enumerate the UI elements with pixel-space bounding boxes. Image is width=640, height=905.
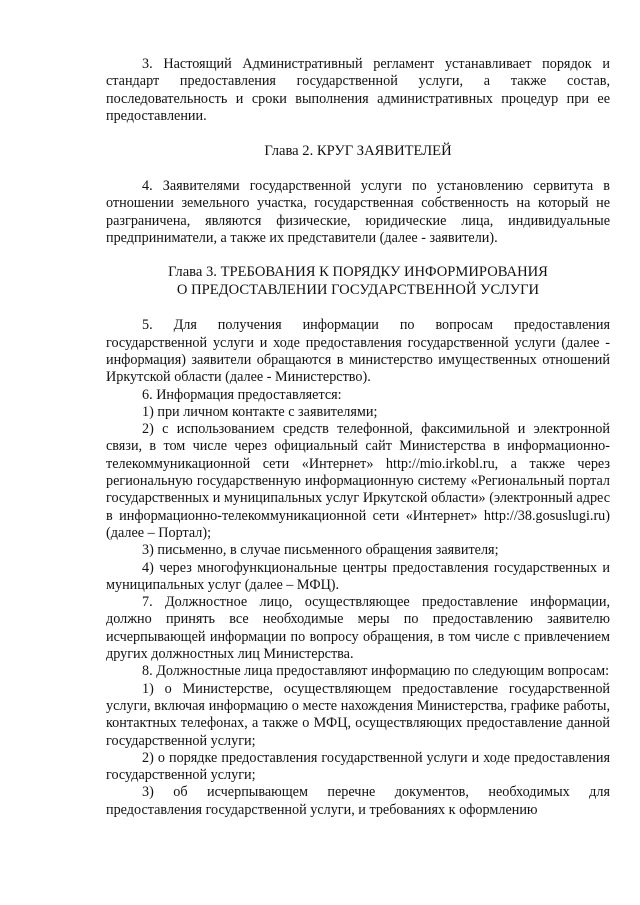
paragraph-6-item-4: 4) через многофункциональные центры предоставления государственных и муниципальных услуг (далее – МФЦ). [106,559,610,593]
paragraph-6-item-1: 1) при личном контакте с заявителями; [142,403,378,420]
paragraph-8-item-3: 3) об исчерпывающем перечне документов, необходимых для предоставления государственной услуги, и требованиях к оформлению [106,784,610,818]
paragraph-4: 4. Заявителями государственной услуги по установлению сервитута в отношении земельного участка, государственная собственность на который не разграничена, являются физические, юридические лица, индивидуальные предприниматели, а также их представители (далее - заявители). [106,178,610,247]
paragraph-8: 8. Должностные лица предоставляют информацию по следующим вопросам: [142,663,610,680]
document-page [106,56,610,819]
paragraph-8-item-1: 1) о Министерстве, осуществляющем предоставление государственной услуги, включая информацию о месте нахождения Министерства, графике работы, контактных телефонах, а также о МФЦ, осуществляющих предоставление данной государственной услуги; [106,680,610,749]
paragraph-7: 7. Должностное лицо, осуществляющее предоставление информации, должно принять все необходимые меры по предоставлению заявителю исчерпывающей информации по вопросу обращения, в том числе с привлечением других должностных лиц Министерства. [106,594,610,663]
paragraph-6: 6. Информация предоставляется: [142,386,342,403]
paragraph-5: 5. Для получения информации по вопросам предоставления государственной услуги и ходе предоставления государственной услуги (далее - информация) заявители обращаются в министерство имущественных отношений Иркутской области (далее - Министерство). [106,317,610,386]
chapter-3-heading-line-1: Глава 3. ТРЕБОВАНИЯ К ПОРЯДКУ ИНФОРМИРОВАНИЯ [168,264,548,281]
paragraph-6-item-3: 3) письменно, в случае письменного обращения заявителя; [142,542,499,559]
paragraph-3: 3. Настоящий Административный регламент устанавливает порядок и стандарт предоставления государственной услуги, а также состав, последовательность и сроки выполнения административных процедур при ее предоставлении. [106,56,610,124]
spacer [106,160,610,178]
chapter-3-heading-line-2: О ПРЕДОСТАВЛЕНИИ ГОСУДАРСТВЕННОЙ УСЛУГИ [176,282,540,299]
paragraph-8-item-2: 2) о порядке предоставления государственной услуги и ходе предоставления государственной услуги; [106,749,610,784]
spacer [106,299,610,317]
spacer [106,125,610,142]
paragraph-6-item-2: 2) с использованием средств телефонной, факсимильной и электронной связи, в том числе через официальный сайт Министерства в информационно-телекоммуникационной сети «Интернет» http://mio.irkobl.ru, а также через региональную государственную информационную систему «Региональный портал государственных и муниципальных услуг Иркутской области» (электронный адрес в информационно-телекоммуникационной сети «Интернет» http://38.gosuslugi.ru) (далее – Портал); [106,421,610,541]
spacer [106,247,610,263]
chapter-2-heading: Глава 2. КРУГ ЗАЯВИТЕЛЕЙ [264,143,452,160]
